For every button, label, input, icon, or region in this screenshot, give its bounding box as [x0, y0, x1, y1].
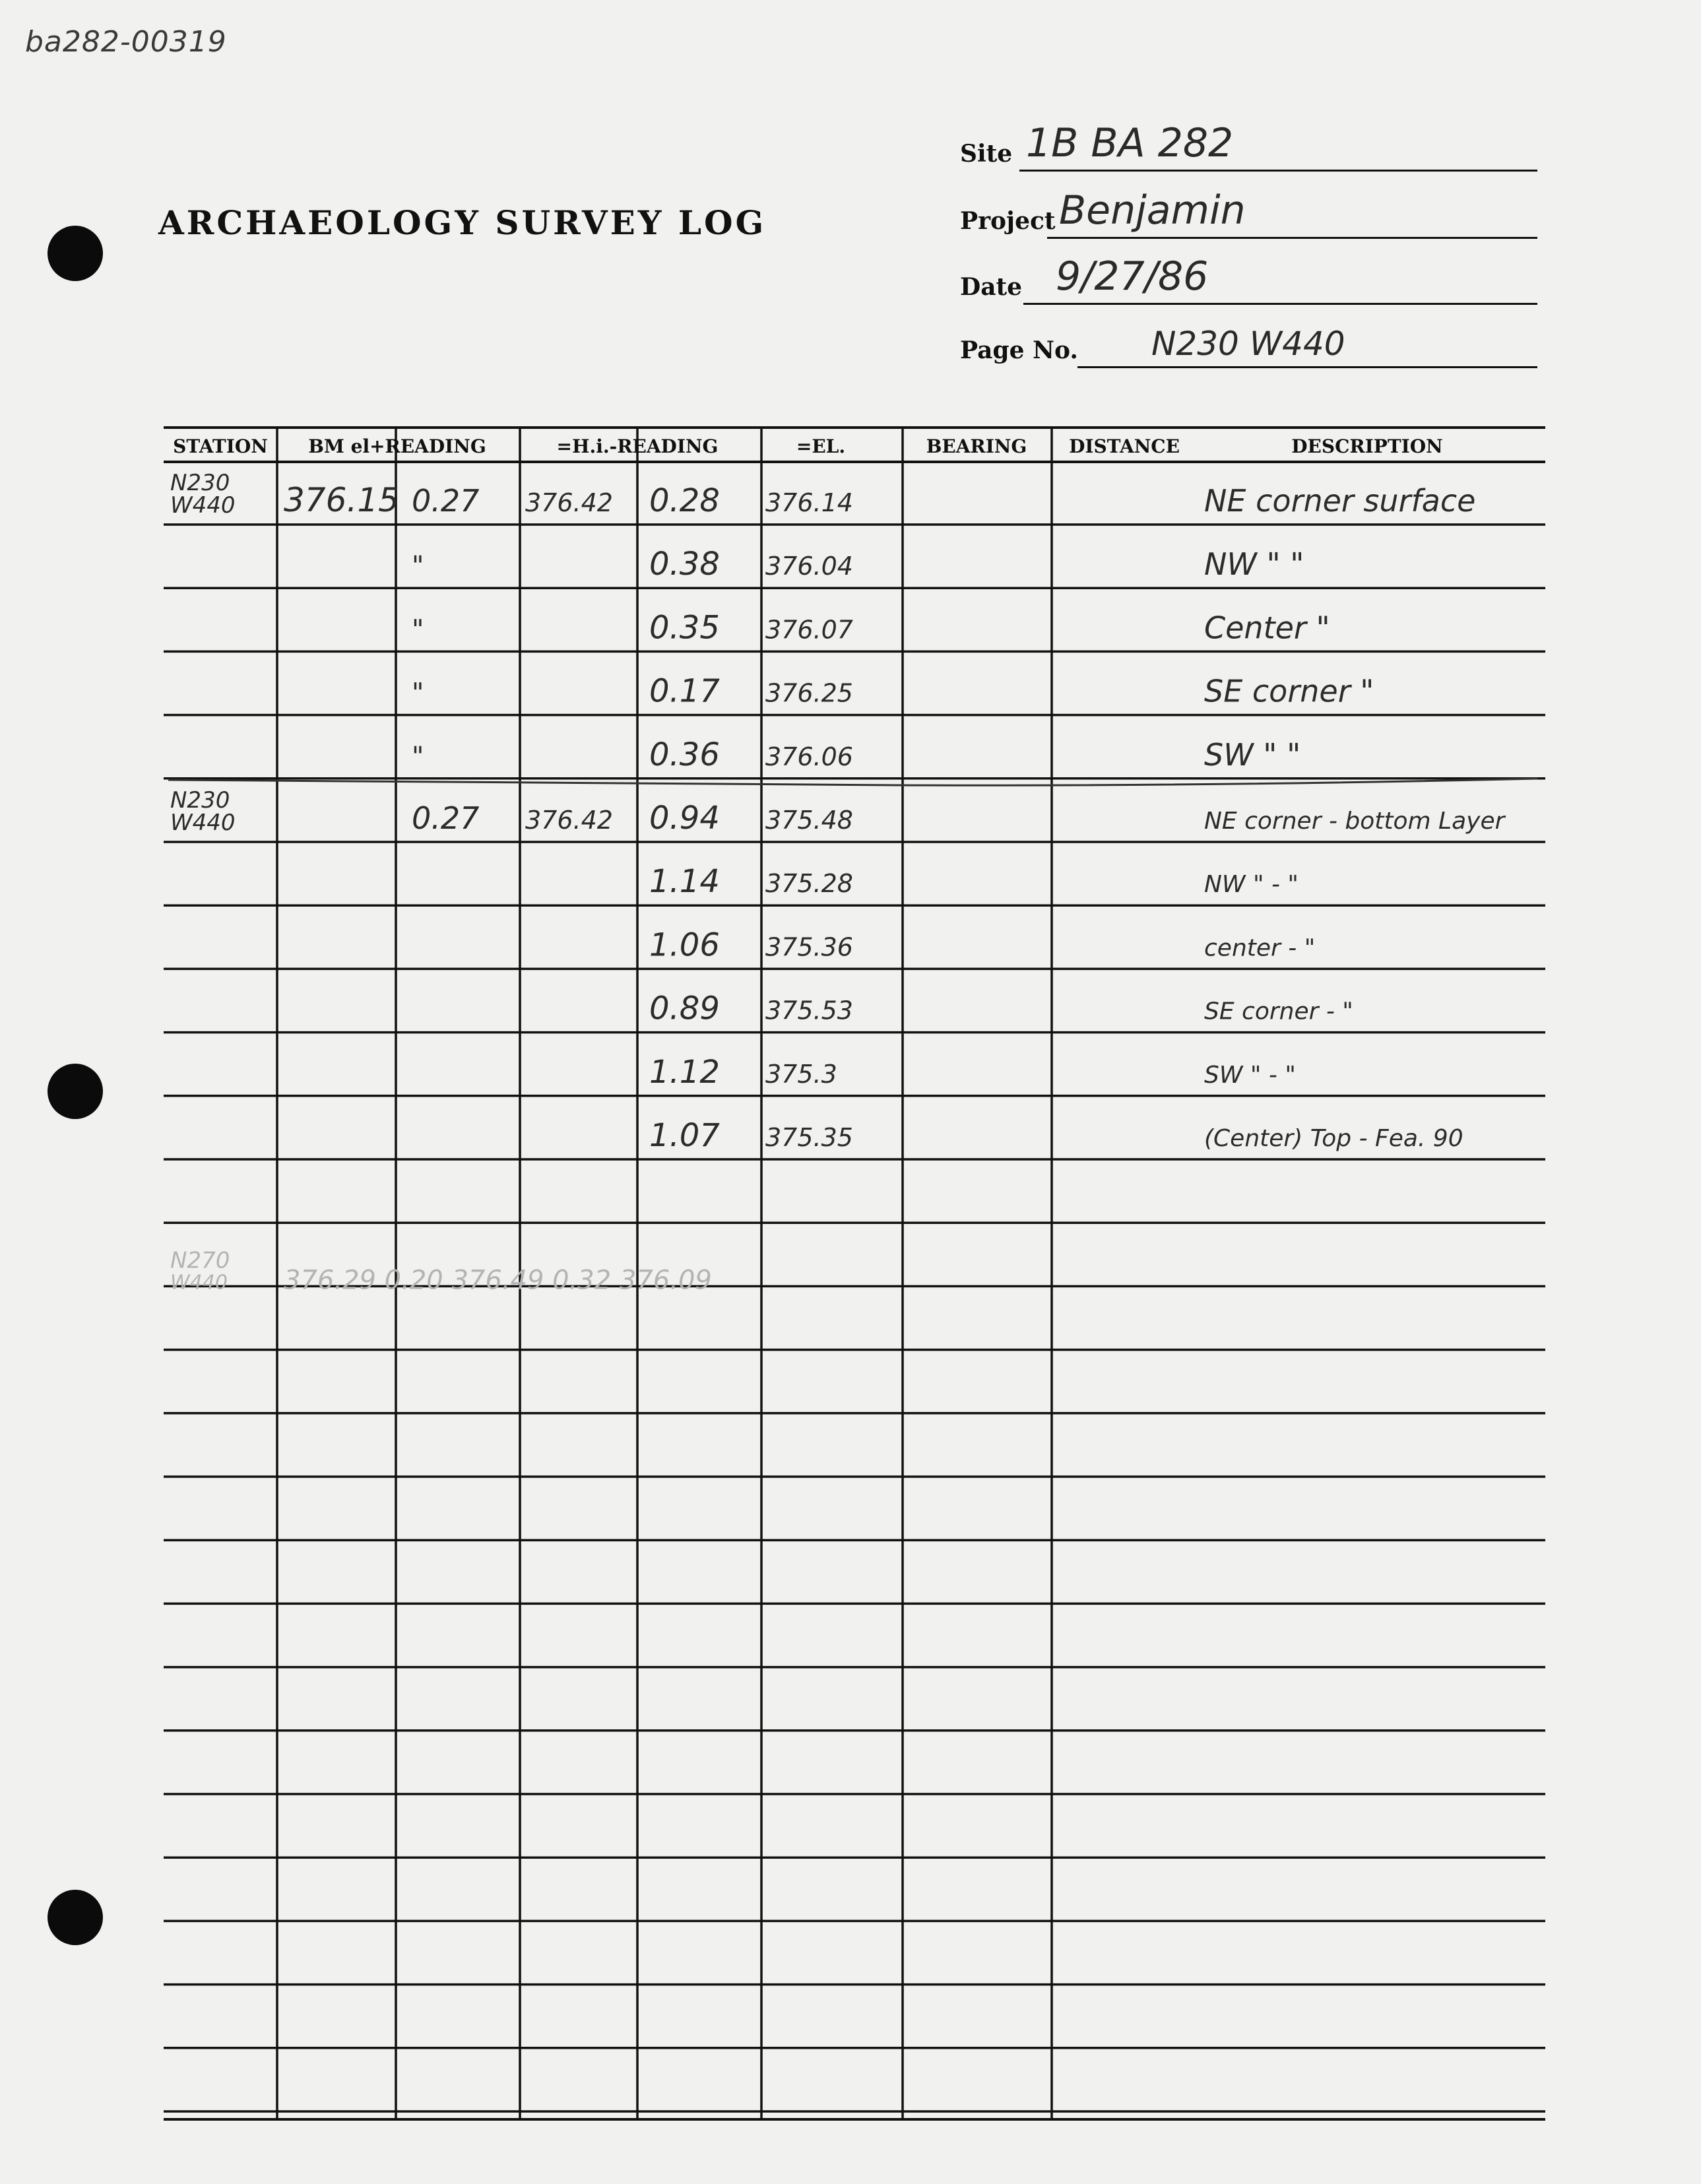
- description-cell: Center ": [1204, 610, 1330, 646]
- elevation-cell: 376.07: [765, 615, 853, 645]
- station-cell: N230: [170, 787, 230, 814]
- minus-reading-cell: 1.06: [649, 926, 720, 964]
- elevation-cell: 375.53: [765, 996, 853, 1025]
- elevation-cell: 376.04: [765, 552, 853, 581]
- plus-reading-cell: 0.27: [412, 483, 480, 519]
- date-value: 9/27/86: [1056, 253, 1209, 300]
- station-cell: N230: [170, 470, 230, 496]
- archive-id-note: ba282-00319: [25, 25, 227, 59]
- plus-reading-cell: ": [412, 678, 424, 709]
- plus-reading-cell: ": [412, 614, 424, 645]
- description-cell: SE corner - ": [1204, 998, 1353, 1025]
- minus-reading-cell: 0.28: [649, 482, 720, 519]
- description-cell: NW " - ": [1204, 871, 1299, 899]
- station-cell: W440: [170, 492, 236, 519]
- elevation-cell: 375.3: [765, 1059, 837, 1089]
- elevation-cell: 375.48: [765, 806, 853, 835]
- elevation-cell: 376.25: [765, 678, 853, 708]
- elevation-cell: 376.06: [765, 742, 853, 771]
- column-header: BEARING: [926, 435, 1027, 457]
- column-header: STATION: [173, 435, 268, 457]
- description-cell: SW " - ": [1204, 1061, 1296, 1089]
- description-cell: SW " ": [1204, 736, 1301, 773]
- minus-reading-cell: 0.89: [649, 990, 720, 1027]
- minus-reading-cell: 1.14: [649, 863, 720, 901]
- elevation-cell: 375.35: [765, 1123, 853, 1152]
- project-label: Project: [960, 207, 1056, 235]
- station-cell: W440: [170, 810, 236, 836]
- hi-cell: 376.42: [525, 488, 613, 517]
- ghost-station-text: W440: [170, 1271, 228, 1295]
- description-cell: center - ": [1204, 934, 1316, 962]
- minus-reading-cell: 1.12: [649, 1053, 720, 1091]
- page-label: Page No.: [960, 337, 1078, 364]
- description-cell: SE corner ": [1204, 673, 1374, 709]
- minus-reading-cell: 0.36: [649, 736, 720, 773]
- description-cell: NE corner surface: [1204, 483, 1476, 519]
- minus-reading-cell: 0.17: [649, 672, 720, 710]
- column-header: =EL.: [796, 435, 846, 457]
- site-label: Site: [960, 140, 1013, 168]
- description-cell: NW " ": [1204, 546, 1304, 583]
- hi-cell: 376.42: [525, 806, 613, 835]
- column-header: BM el+READING: [308, 435, 486, 457]
- minus-reading-cell: 0.38: [649, 546, 720, 583]
- minus-reading-cell: 0.94: [649, 800, 720, 837]
- description-cell: (Center) Top - Fea. 90: [1204, 1125, 1463, 1152]
- site-value: 1B BA 282: [1026, 120, 1234, 166]
- plus-reading-cell: 0.27: [412, 800, 480, 836]
- page-value: N230 W440: [1151, 325, 1345, 363]
- elevation-cell: 375.36: [765, 932, 853, 962]
- elevation-cell: 375.28: [765, 869, 853, 899]
- bm-elevation-cell: 376.15: [284, 481, 399, 519]
- plus-reading-cell: ": [412, 741, 424, 772]
- plus-reading-cell: ": [412, 551, 424, 582]
- form-title: ARCHAEOLOGY SURVEY LOG: [158, 203, 767, 242]
- description-cell: NE corner - bottom Layer: [1204, 808, 1505, 835]
- date-label: Date: [960, 273, 1023, 301]
- column-header: DESCRIPTION: [1291, 435, 1443, 457]
- column-header: =H.i.-READING: [556, 435, 719, 457]
- minus-reading-cell: 0.35: [649, 609, 720, 647]
- ghost-station-text: N270: [170, 1247, 230, 1274]
- project-value: Benjamin: [1059, 187, 1246, 234]
- column-header: DISTANCE: [1069, 435, 1180, 457]
- minus-reading-cell: 1.07: [649, 1117, 720, 1154]
- ghost-values-text: 376.29 0.20 376.49 0.32 376.09: [284, 1265, 712, 1296]
- elevation-cell: 376.14: [765, 488, 853, 517]
